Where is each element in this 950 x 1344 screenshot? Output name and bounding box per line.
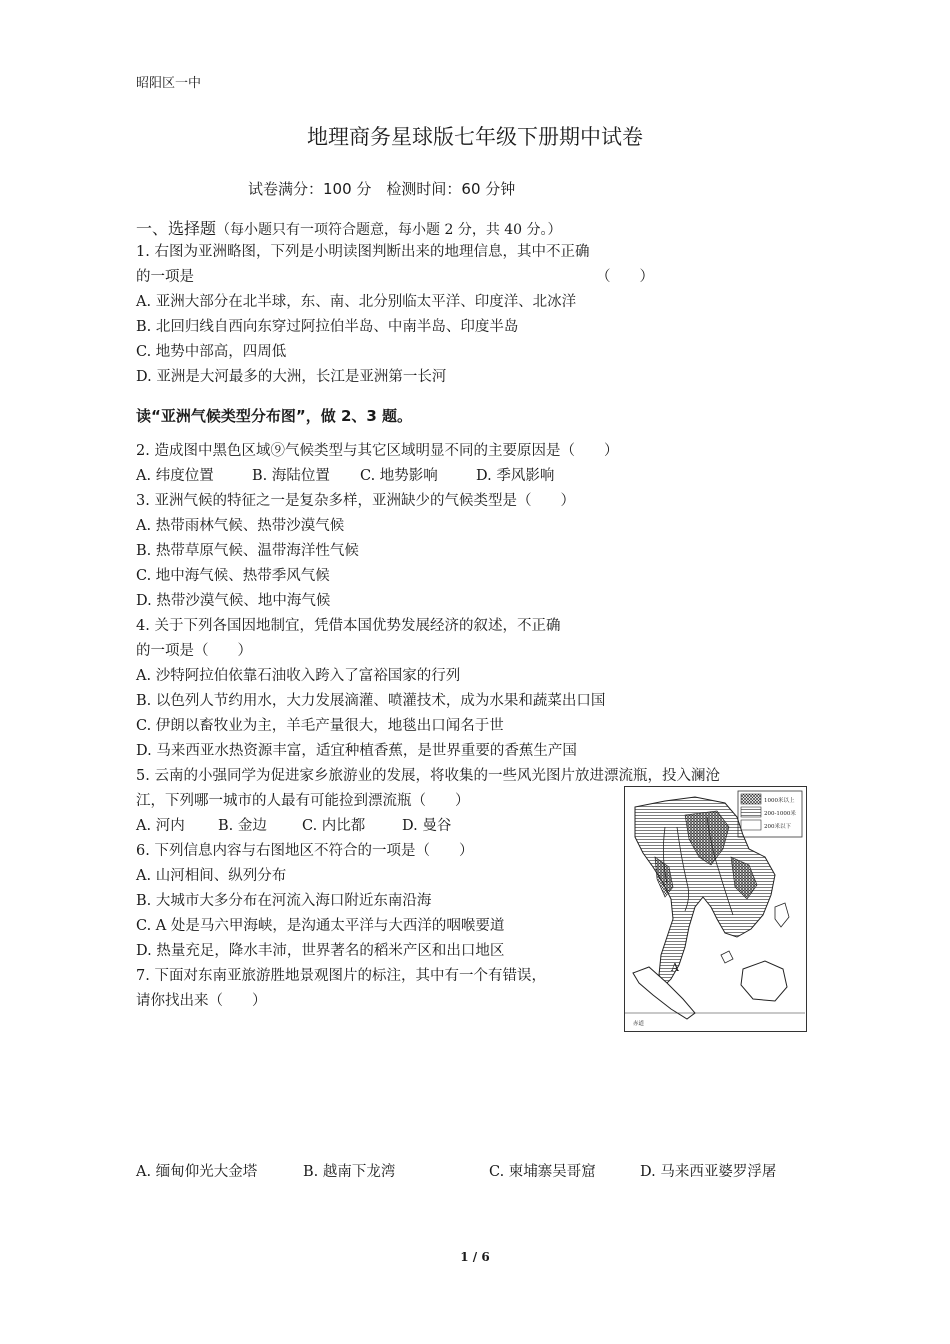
q4-option-d: D. 马来西亚水热资源丰富，适宜种植香蕉，是世界重要的香蕉生产国 xyxy=(136,743,577,759)
q7-stem-line1: 7. 下面对东南亚旅游胜地景观图片的标注，其中有一个有错误， xyxy=(136,968,546,984)
q7-option-d: D. 马来西亚婆罗浮屠 xyxy=(640,1164,777,1180)
q5-options xyxy=(136,819,451,834)
q7-options xyxy=(136,1165,776,1180)
q4-option-c: C. 伊朗以畜牧业为主，羊毛产量很大，地毯出口闻名于世 xyxy=(136,718,504,734)
q6-option-a: A. 山河相间、纵列分布 xyxy=(136,868,287,884)
legend-label-mid: 200-1000米 xyxy=(764,811,796,817)
read-instruction: 读“亚洲气候类型分布图”，做 2、3 题。 xyxy=(136,407,413,425)
q2-option-a: A. 纬度位置 xyxy=(136,468,214,484)
q2-stem: 2. 造成图中黑色区域⑨气候类型与其它区域明显不同的主要原因是（ ） xyxy=(136,443,619,459)
q2-option-b: B. 海陆位置 xyxy=(252,468,330,484)
q6-stem: 6. 下列信息内容与右图地区不符合的一项是（ ） xyxy=(136,843,474,859)
q5-option-d: D. 曼谷 xyxy=(402,818,452,834)
q3-option-a: A. 热带雨林气候、热带沙漠气候 xyxy=(136,518,345,534)
q4-stem-line1: 4. 关于下列各国因地制宜，凭借本国优势发展经济的叙述，不正确 xyxy=(136,618,561,634)
q6-option-d: D. 热量充足，降水丰沛，世界著名的稻米产区和出口地区 xyxy=(136,943,505,959)
map-borneo xyxy=(741,961,787,1001)
page-number: 1 / 6 xyxy=(460,1250,490,1264)
q7-option-b: B. 越南下龙湾 xyxy=(303,1164,396,1180)
q1-stem-line1: 1. 右图为亚洲略图，下列是小明读图判断出来的地理信息，其中不正确 xyxy=(136,244,590,260)
q2-options xyxy=(136,469,554,484)
q1-option-d: D. 亚洲是大河最多的大洲，长江是亚洲第一长河 xyxy=(136,369,447,385)
section-heading xyxy=(136,216,562,239)
legend-swatch-mid xyxy=(741,807,761,817)
exam-meta: 试卷满分：100 分 检测时间：60 分钟 xyxy=(248,180,516,198)
q4-option-b: B. 以色列人节约用水，大力发展滴灌、喷灌技术，成为水果和蔬菜出口国 xyxy=(136,693,606,709)
q5-stem-line1: 5. 云南的小强同学为促进家乡旅游业的发展，将收集的一些风光图片放进漂流瓶，投入澜沧 xyxy=(136,768,720,784)
map-drawing xyxy=(625,787,805,1030)
q1-option-c: C. 地势中部高，四周低 xyxy=(136,344,287,360)
q1-stem-line2: 的一项是 xyxy=(136,269,194,285)
q5-option-b: B. 金边 xyxy=(218,818,267,834)
map-island-1 xyxy=(775,903,789,927)
section-note: （每小题只有一项符合题意，每小题 2 分，共 40 分。） xyxy=(216,222,562,238)
q3-option-b: B. 热带草原气候、温带海洋性气候 xyxy=(136,543,359,559)
map-label-a: A xyxy=(671,961,679,974)
q1-option-b: B. 北回归线自西向东穿过阿拉伯半岛、中南半岛、印度半岛 xyxy=(136,319,519,335)
q4-option-a: A. 沙特阿拉伯依靠石油收入跨入了富裕国家的行列 xyxy=(136,668,461,684)
legend-label-high: 1000米以上 xyxy=(764,798,795,804)
q2-option-d: D. 季风影响 xyxy=(476,468,555,484)
q3-option-d: D. 热带沙漠气候、地中海气候 xyxy=(136,593,331,609)
q3-stem: 3. 亚洲气候的特征之一是复杂多样，亚洲缺少的气候类型是（ ） xyxy=(136,493,575,509)
southeast-asia-map xyxy=(624,786,807,1032)
q7-option-c: C. 柬埔寨吴哥窟 xyxy=(489,1164,596,1180)
legend-label-low: 200米以下 xyxy=(764,824,791,830)
q5-option-a: A. 河内 xyxy=(136,818,185,834)
legend-swatch-high xyxy=(741,794,761,804)
q3-option-c: C. 地中海气候、热带季风气候 xyxy=(136,568,330,584)
q2-option-c: C. 地势影响 xyxy=(360,468,438,484)
q7-option-a: A. 缅甸仰光大金塔 xyxy=(136,1164,258,1180)
map-island-2 xyxy=(721,951,733,963)
q1-answer-paren: （ ） xyxy=(596,269,654,285)
q6-option-c: C. A 处是马六甲海峡，是沟通太平洋与大西洋的咽喉要道 xyxy=(136,918,505,934)
school-name: 昭阳区一中 xyxy=(136,76,202,91)
q1-option-a: A. 亚洲大部分在北半球，东、南、北分别临太平洋、印度洋、北冰洋 xyxy=(136,294,577,310)
q5-option-c: C. 内比都 xyxy=(302,818,366,834)
q5-stem-line2: 江，下列哪一城市的人最有可能捡到漂流瓶（ ） xyxy=(136,793,470,809)
q6-option-b: B. 大城市大多分布在河流入海口附近东南沿海 xyxy=(136,893,432,909)
q7-stem-line2: 请你找出来（ ） xyxy=(136,993,267,1009)
section-title: 一、选择题 xyxy=(136,219,217,238)
map-equator-label: 赤道 xyxy=(633,1021,645,1027)
legend-swatch-low xyxy=(741,820,761,830)
q4-stem-line2: 的一项是（ ） xyxy=(136,643,252,659)
page-title: 地理商务星球版七年级下册期中试卷 xyxy=(307,125,643,149)
